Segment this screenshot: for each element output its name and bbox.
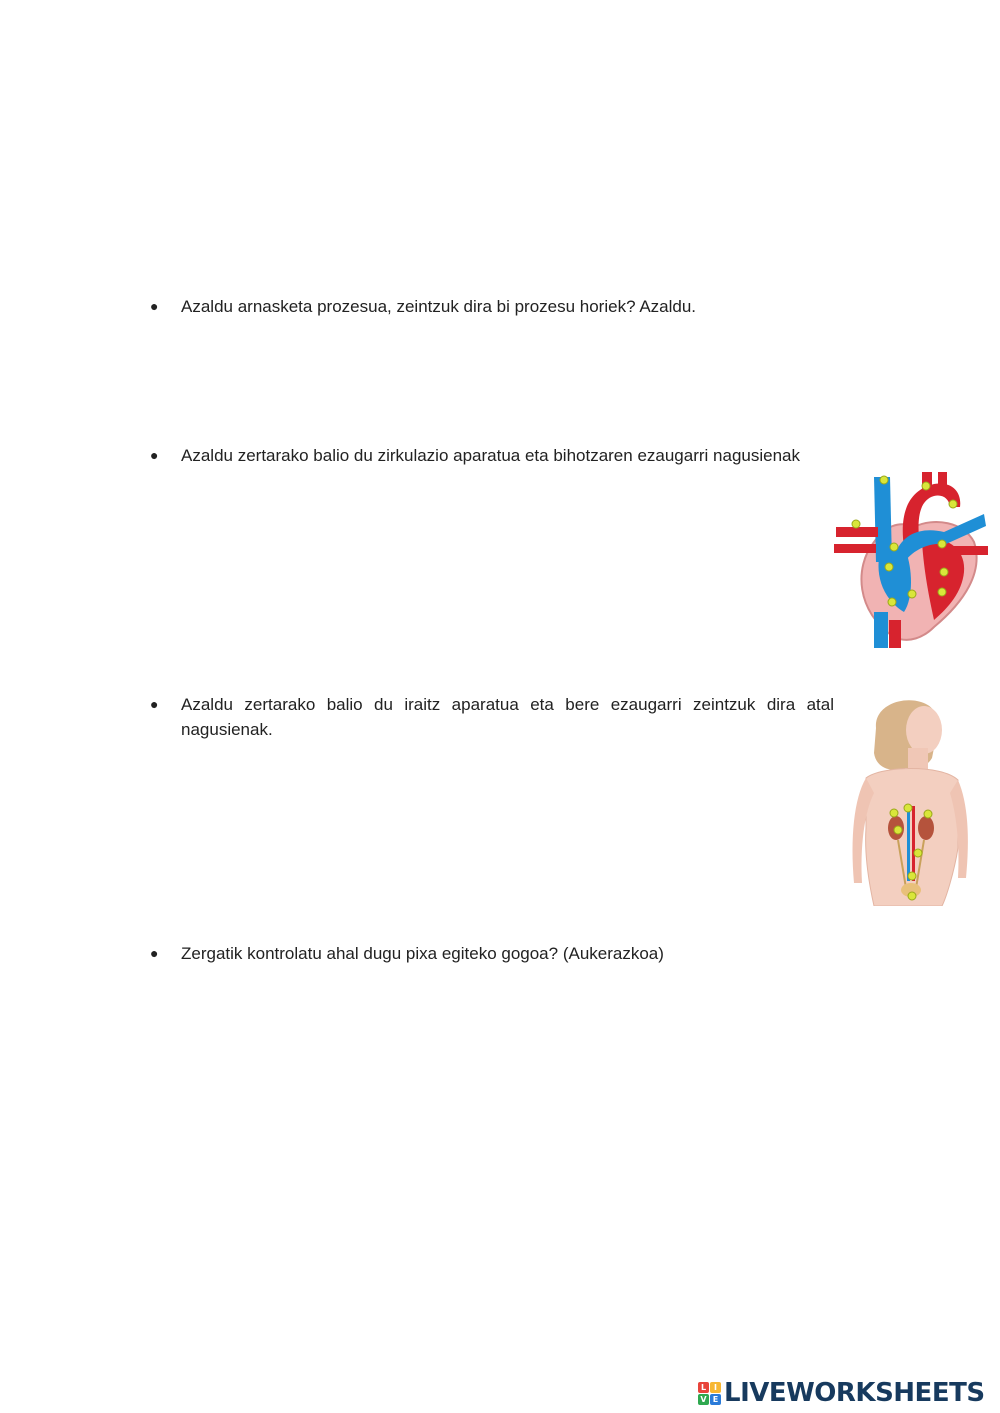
question-2 [150,443,834,468]
question-text: Azaldu zertarako balio du iraitz aparatua eta bere ezaugarri zeintzuk dira atal nagusienak. [181,695,834,739]
bullet: ● [150,447,159,463]
excretory-system-figure [846,698,976,906]
question-3 [150,692,834,742]
question-1 [150,294,834,319]
logo-letter: L [698,1382,709,1393]
question-4 [150,941,834,966]
heart-diagram [834,472,990,650]
logo-letter: E [710,1394,721,1405]
bullet: ● [150,298,159,314]
liveworksheets-logo[interactable] [698,1378,985,1408]
logo-letter: I [710,1382,721,1393]
logo-icon [698,1382,721,1405]
question-text: Azaldu zertarako balio du zirkulazio aparatua eta bihotzaren ezaugarri nagusienak [181,446,800,465]
logo-letter: V [698,1394,709,1405]
logo-text: LIVEWORKSHEETS [724,1378,985,1408]
bullet: ● [150,945,159,961]
question-text: Azaldu arnasketa prozesua, zeintzuk dira bi prozesu horiek? Azaldu. [181,297,697,316]
bullet: ● [150,696,159,712]
question-text: Zergatik kontrolatu ahal dugu pixa egiteko gogoa? (Aukerazkoa) [181,944,664,963]
